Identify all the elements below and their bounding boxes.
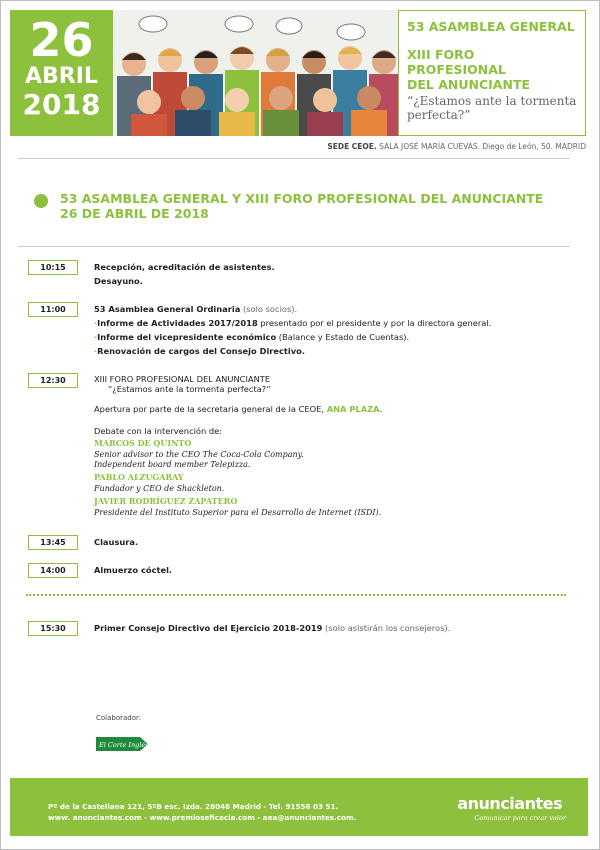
date-month: ABRIL xyxy=(25,64,98,89)
header-question xyxy=(407,94,577,122)
agenda-item-renewal-bold: Renovación de cargos del Consejo Directivo. xyxy=(97,346,306,356)
venue-line xyxy=(327,142,586,151)
logo-text: El Corte Inglés xyxy=(99,741,148,749)
header-forum-title xyxy=(407,47,577,92)
agenda-assembly-title: 53 Asamblea General Ordinaria xyxy=(94,304,241,314)
date-year: 2018 xyxy=(22,88,101,121)
speaker-3-role: Presidente del Instituto Superior para el Desarrollo de Internet (ISDI). xyxy=(94,508,382,517)
event-title-line1: 53 ASAMBLEA GENERAL Y XIII FORO PROFESIONAL DEL ANUNCIANTE xyxy=(60,191,544,206)
date-day: 26 xyxy=(29,13,94,67)
header-divider xyxy=(18,158,570,159)
audience-illustration xyxy=(113,10,398,136)
speaker-3-name: JAVIER RODRÍGUEZ ZAPATERO xyxy=(94,496,238,506)
agenda-opening-text: Apertura por parte de la secretaria general de la CEOE, xyxy=(94,404,327,414)
agenda-reception: Recepción, acreditación de asistentes. xyxy=(94,262,275,272)
agenda-forum-question: “¿Estamos ante la tormenta perfecta?” xyxy=(108,384,271,394)
agenda-opening xyxy=(94,404,382,415)
agenda-assembly xyxy=(94,304,297,315)
agenda-board-meeting xyxy=(94,623,450,634)
event-title xyxy=(60,191,543,221)
agenda-board-bold: Primer Consejo Directivo del Ejercicio 2018-2019 xyxy=(94,623,323,633)
agenda-closing: Clausura. xyxy=(94,537,139,547)
agenda-item-renewal xyxy=(94,346,305,357)
agenda-item-vp-bold: Informe del vicepresidente económico xyxy=(97,332,277,342)
agenda-breakfast: Desayuno. xyxy=(94,276,143,286)
footer-web-links[interactable]: www. anunciantes.com - www.premioseficacia.com - aea@anunciantes.com. xyxy=(48,813,357,822)
header-question-line2: perfecta?” xyxy=(407,108,471,122)
footer-address: Pº de la Castellana 121, 5ºB esc. Izda. 28046 Madrid - Tel. 91556 03 51. xyxy=(48,802,339,811)
speaker-1-role-2: Independent board member Telepizza. xyxy=(94,460,251,469)
header-assembly-title: 53 ASAMBLEA GENERAL xyxy=(407,19,575,34)
footer-tagline: Comunicar para crear valor xyxy=(474,814,566,822)
agenda-item-activities xyxy=(94,318,491,329)
header-forum-line1: XIII FORO PROFESIONAL xyxy=(407,47,506,77)
anunciantes-logo: anunciantes xyxy=(457,794,562,813)
speaker-1-role-1: Senior advisor to the CEO The Coca-Cola Company. xyxy=(94,450,304,459)
agenda-item-activities-bold: Informe de Actividades 2017/2018 xyxy=(97,318,258,328)
agenda-item-activities-rest: presentado por el presidente y por la directora general. xyxy=(257,318,492,328)
venue-label: SEDE CEOE. xyxy=(327,142,377,151)
dotted-divider xyxy=(26,594,566,596)
venue-address: SALA JOSÉ MARÍA CUEVAS. Diego de León, 50. MADRID xyxy=(376,142,586,151)
collaborator-label: Colaborador: xyxy=(96,714,142,722)
el-corte-ingles-logo xyxy=(96,735,148,757)
agenda-lunch: Almuerzo cóctel. xyxy=(94,565,173,575)
footer-band xyxy=(10,778,588,836)
header-title-box xyxy=(398,10,586,136)
header-question-line1: “¿Estamos ante la tormenta xyxy=(407,94,577,108)
agenda-item-vp-report xyxy=(94,332,409,343)
title-bullet-icon xyxy=(34,194,48,208)
time-badge-1345: 13:45 xyxy=(28,535,78,550)
agenda-item-vp-rest: (Balance y Estado de Cuentas). xyxy=(276,332,410,342)
bullet-dot-icon: · xyxy=(94,332,98,342)
agenda-opening-end: . xyxy=(379,404,383,414)
agenda-board-note: (solo asistirán los consejeros). xyxy=(322,623,451,633)
speaker-1-name: MARCOS DE QUINTO xyxy=(94,438,192,448)
agenda-opening-name: ANA PLAZA xyxy=(326,404,380,414)
bullet-dot-icon: · xyxy=(94,346,98,356)
time-badge-1400: 14:00 xyxy=(28,563,78,578)
event-date-line: 26 DE ABRIL DE 2018 xyxy=(60,206,209,221)
bullet-dot-icon: · xyxy=(94,318,98,328)
header-forum-line2: DEL ANUNCIANTE xyxy=(407,77,531,92)
time-badge-1015: 10:15 xyxy=(28,260,78,275)
time-badge-1530: 15:30 xyxy=(28,621,78,636)
speaker-2-role: Fundador y CEO de Shackleton. xyxy=(94,484,225,493)
date-block xyxy=(10,10,113,136)
agenda-assembly-note: (solo socios). xyxy=(240,304,298,314)
time-badge-1100: 11:00 xyxy=(28,302,78,317)
time-badge-1230: 12:30 xyxy=(28,373,78,388)
title-divider xyxy=(18,246,570,247)
agenda-forum-title: XIII FORO PROFESIONAL DEL ANUNCIANTE xyxy=(94,374,271,384)
speaker-2-name: PABLO ALZUGARAY xyxy=(94,472,184,482)
agenda-debate-intro: Debate con la intervención de: xyxy=(94,426,223,436)
